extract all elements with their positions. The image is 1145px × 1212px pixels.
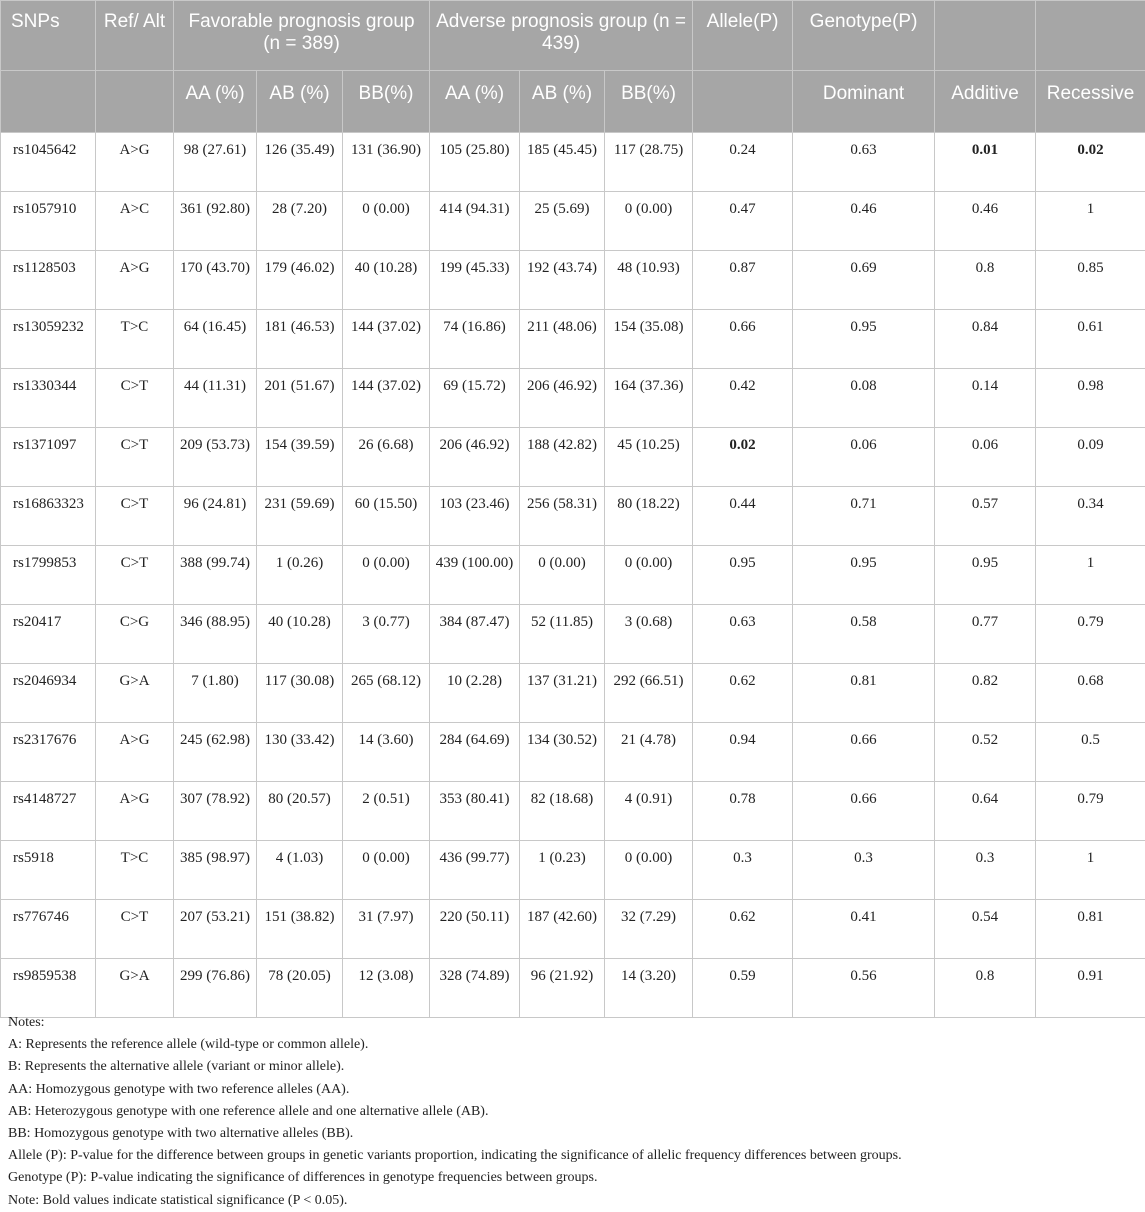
notes-heading: Notes: xyxy=(8,1012,1138,1034)
cell-allele: 0.02 xyxy=(693,428,793,487)
cell-additive: 0.8 xyxy=(935,251,1036,310)
cell-fav-aa: 170 (43.70) xyxy=(174,251,257,310)
cell-snp: rs1128503 xyxy=(1,251,96,310)
cell-fav-ab: 126 (35.49) xyxy=(257,133,343,192)
note-line: Note: Bold values indicate statistical significance (P < 0.05). xyxy=(8,1190,1138,1212)
cell-dominant: 0.66 xyxy=(793,782,935,841)
cell-additive: 0.54 xyxy=(935,900,1036,959)
cell-adv-ab: 211 (48.06) xyxy=(520,310,605,369)
header-fav-ab: AB (%) xyxy=(257,71,343,133)
cell-additive: 0.95 xyxy=(935,546,1036,605)
cell-allele: 0.87 xyxy=(693,251,793,310)
cell-snp: rs20417 xyxy=(1,605,96,664)
cell-dominant: 0.41 xyxy=(793,900,935,959)
cell-fav-bb: 0 (0.00) xyxy=(343,192,430,251)
cell-adv-aa: 353 (80.41) xyxy=(430,782,520,841)
cell-fav-aa: 207 (53.21) xyxy=(174,900,257,959)
cell-fav-aa: 44 (11.31) xyxy=(174,369,257,428)
cell-fav-aa: 98 (27.61) xyxy=(174,133,257,192)
cell-dominant: 0.56 xyxy=(793,959,935,1018)
cell-fav-aa: 209 (53.73) xyxy=(174,428,257,487)
cell-fav-ab: 231 (59.69) xyxy=(257,487,343,546)
cell-adv-bb: 164 (37.36) xyxy=(605,369,693,428)
cell-recessive: 0.85 xyxy=(1036,251,1145,310)
header-fav-aa: AA (%) xyxy=(174,71,257,133)
cell-adv-bb: 48 (10.93) xyxy=(605,251,693,310)
header-fav-bb: BB(%) xyxy=(343,71,430,133)
cell-allele: 0.47 xyxy=(693,192,793,251)
cell-allele: 0.44 xyxy=(693,487,793,546)
cell-dominant: 0.95 xyxy=(793,546,935,605)
cell-additive: 0.77 xyxy=(935,605,1036,664)
cell-fav-bb: 40 (10.28) xyxy=(343,251,430,310)
header-genotype: Genotype(P) xyxy=(793,1,935,71)
header-additive: Additive xyxy=(935,71,1036,133)
cell-fav-aa: 346 (88.95) xyxy=(174,605,257,664)
header-blank-3 xyxy=(1,71,96,133)
header-snps: SNPs xyxy=(1,1,96,71)
cell-adv-aa: 414 (94.31) xyxy=(430,192,520,251)
cell-fav-ab: 201 (51.67) xyxy=(257,369,343,428)
cell-additive: 0.84 xyxy=(935,310,1036,369)
cell-snp: rs1371097 xyxy=(1,428,96,487)
cell-adv-aa: 69 (15.72) xyxy=(430,369,520,428)
table-row xyxy=(1,841,1145,900)
cell-recessive: 0.68 xyxy=(1036,664,1145,723)
header-blank-1 xyxy=(935,1,1036,71)
cell-allele: 0.24 xyxy=(693,133,793,192)
cell-dominant: 0.63 xyxy=(793,133,935,192)
cell-allele: 0.62 xyxy=(693,900,793,959)
cell-fav-aa: 361 (92.80) xyxy=(174,192,257,251)
cell-ref: C>T xyxy=(96,900,174,959)
cell-adv-aa: 105 (25.80) xyxy=(430,133,520,192)
cell-recessive: 0.98 xyxy=(1036,369,1145,428)
cell-additive: 0.06 xyxy=(935,428,1036,487)
cell-additive: 0.64 xyxy=(935,782,1036,841)
cell-adv-aa: 74 (16.86) xyxy=(430,310,520,369)
cell-fav-ab: 4 (1.03) xyxy=(257,841,343,900)
cell-recessive: 0.81 xyxy=(1036,900,1145,959)
cell-adv-aa: 199 (45.33) xyxy=(430,251,520,310)
cell-adv-bb: 3 (0.68) xyxy=(605,605,693,664)
table-row xyxy=(1,487,1145,546)
cell-fav-bb: 2 (0.51) xyxy=(343,782,430,841)
cell-adv-aa: 206 (46.92) xyxy=(430,428,520,487)
cell-adv-ab: 256 (58.31) xyxy=(520,487,605,546)
cell-snp: rs5918 xyxy=(1,841,96,900)
note-line: B: Represents the alternative allele (variant or minor allele). xyxy=(8,1056,1138,1078)
cell-allele: 0.63 xyxy=(693,605,793,664)
header-blank-4 xyxy=(96,71,174,133)
cell-dominant: 0.58 xyxy=(793,605,935,664)
cell-adv-bb: 0 (0.00) xyxy=(605,841,693,900)
cell-adv-bb: 117 (28.75) xyxy=(605,133,693,192)
cell-adv-ab: 82 (18.68) xyxy=(520,782,605,841)
cell-adv-bb: 0 (0.00) xyxy=(605,546,693,605)
header-adverse-group: Adverse prognosis group (n = 439) xyxy=(430,1,693,71)
cell-fav-bb: 12 (3.08) xyxy=(343,959,430,1018)
cell-adv-bb: 45 (10.25) xyxy=(605,428,693,487)
cell-fav-ab: 28 (7.20) xyxy=(257,192,343,251)
table-row xyxy=(1,310,1145,369)
cell-recessive: 0.91 xyxy=(1036,959,1145,1018)
table-row xyxy=(1,369,1145,428)
cell-adv-aa: 384 (87.47) xyxy=(430,605,520,664)
header-dominant: Dominant xyxy=(793,71,935,133)
cell-allele: 0.3 xyxy=(693,841,793,900)
cell-ref: T>C xyxy=(96,841,174,900)
cell-adv-bb: 80 (18.22) xyxy=(605,487,693,546)
table-row xyxy=(1,664,1145,723)
cell-fav-bb: 0 (0.00) xyxy=(343,841,430,900)
cell-fav-aa: 245 (62.98) xyxy=(174,723,257,782)
cell-dominant: 0.81 xyxy=(793,664,935,723)
cell-snp: rs1045642 xyxy=(1,133,96,192)
cell-snp: rs16863323 xyxy=(1,487,96,546)
table-row xyxy=(1,192,1145,251)
cell-fav-ab: 117 (30.08) xyxy=(257,664,343,723)
table-row xyxy=(1,546,1145,605)
cell-adv-aa: 284 (64.69) xyxy=(430,723,520,782)
cell-ref: C>T xyxy=(96,487,174,546)
cell-fav-ab: 181 (46.53) xyxy=(257,310,343,369)
cell-recessive: 0.5 xyxy=(1036,723,1145,782)
header-adv-aa: AA (%) xyxy=(430,71,520,133)
cell-ref: C>T xyxy=(96,369,174,428)
table-row xyxy=(1,605,1145,664)
cell-allele: 0.42 xyxy=(693,369,793,428)
table-row xyxy=(1,723,1145,782)
header-adv-ab: AB (%) xyxy=(520,71,605,133)
table-row xyxy=(1,251,1145,310)
cell-recessive: 0.79 xyxy=(1036,782,1145,841)
cell-additive: 0.01 xyxy=(935,133,1036,192)
cell-ref: C>T xyxy=(96,428,174,487)
cell-snp: rs13059232 xyxy=(1,310,96,369)
cell-fav-aa: 64 (16.45) xyxy=(174,310,257,369)
cell-ref: T>C xyxy=(96,310,174,369)
cell-adv-bb: 14 (3.20) xyxy=(605,959,693,1018)
cell-additive: 0.14 xyxy=(935,369,1036,428)
cell-adv-ab: 192 (43.74) xyxy=(520,251,605,310)
cell-recessive: 0.61 xyxy=(1036,310,1145,369)
cell-dominant: 0.69 xyxy=(793,251,935,310)
cell-ref: C>G xyxy=(96,605,174,664)
cell-snp: rs1057910 xyxy=(1,192,96,251)
cell-additive: 0.8 xyxy=(935,959,1036,1018)
cell-allele: 0.62 xyxy=(693,664,793,723)
cell-ref: A>G xyxy=(96,723,174,782)
cell-snp: rs776746 xyxy=(1,900,96,959)
cell-snp: rs1330344 xyxy=(1,369,96,428)
cell-adv-ab: 134 (30.52) xyxy=(520,723,605,782)
cell-recessive: 0.09 xyxy=(1036,428,1145,487)
cell-additive: 0.52 xyxy=(935,723,1036,782)
cell-fav-aa: 385 (98.97) xyxy=(174,841,257,900)
cell-adv-bb: 4 (0.91) xyxy=(605,782,693,841)
cell-allele: 0.59 xyxy=(693,959,793,1018)
cell-snp: rs4148727 xyxy=(1,782,96,841)
cell-additive: 0.57 xyxy=(935,487,1036,546)
cell-fav-bb: 144 (37.02) xyxy=(343,310,430,369)
cell-fav-ab: 154 (39.59) xyxy=(257,428,343,487)
cell-fav-ab: 179 (46.02) xyxy=(257,251,343,310)
cell-adv-ab: 96 (21.92) xyxy=(520,959,605,1018)
cell-ref: G>A xyxy=(96,664,174,723)
cell-additive: 0.3 xyxy=(935,841,1036,900)
cell-adv-aa: 10 (2.28) xyxy=(430,664,520,723)
cell-adv-aa: 328 (74.89) xyxy=(430,959,520,1018)
cell-recessive: 1 xyxy=(1036,192,1145,251)
cell-ref: A>G xyxy=(96,782,174,841)
note-line: AB: Heterozygous genotype with one reference allele and one alternative allele (AB). xyxy=(8,1101,1138,1123)
cell-dominant: 0.06 xyxy=(793,428,935,487)
cell-adv-aa: 439 (100.00) xyxy=(430,546,520,605)
note-line: A: Represents the reference allele (wild-type or common allele). xyxy=(8,1034,1138,1056)
note-line: Genotype (P): P-value indicating the significance of differences in genotype frequencies between groups. xyxy=(8,1167,1138,1189)
cell-ref: C>T xyxy=(96,546,174,605)
cell-fav-bb: 60 (15.50) xyxy=(343,487,430,546)
cell-adv-bb: 154 (35.08) xyxy=(605,310,693,369)
cell-fav-bb: 26 (6.68) xyxy=(343,428,430,487)
header-ref-alt: Ref/ Alt xyxy=(96,1,174,71)
cell-ref: A>G xyxy=(96,251,174,310)
cell-fav-ab: 1 (0.26) xyxy=(257,546,343,605)
cell-dominant: 0.95 xyxy=(793,310,935,369)
cell-adv-ab: 25 (5.69) xyxy=(520,192,605,251)
cell-adv-ab: 187 (42.60) xyxy=(520,900,605,959)
cell-fav-ab: 78 (20.05) xyxy=(257,959,343,1018)
cell-ref: A>G xyxy=(96,133,174,192)
cell-recessive: 1 xyxy=(1036,841,1145,900)
cell-fav-bb: 144 (37.02) xyxy=(343,369,430,428)
cell-adv-bb: 21 (4.78) xyxy=(605,723,693,782)
cell-additive: 0.46 xyxy=(935,192,1036,251)
cell-adv-ab: 1 (0.23) xyxy=(520,841,605,900)
cell-fav-bb: 14 (3.60) xyxy=(343,723,430,782)
header-blank-2 xyxy=(1036,1,1145,71)
cell-recessive: 0.34 xyxy=(1036,487,1145,546)
cell-snp: rs2046934 xyxy=(1,664,96,723)
cell-fav-bb: 0 (0.00) xyxy=(343,546,430,605)
cell-recessive: 0.79 xyxy=(1036,605,1145,664)
cell-dominant: 0.71 xyxy=(793,487,935,546)
cell-adv-ab: 0 (0.00) xyxy=(520,546,605,605)
cell-adv-bb: 32 (7.29) xyxy=(605,900,693,959)
cell-adv-aa: 436 (99.77) xyxy=(430,841,520,900)
cell-fav-ab: 40 (10.28) xyxy=(257,605,343,664)
cell-adv-aa: 103 (23.46) xyxy=(430,487,520,546)
cell-recessive: 0.02 xyxy=(1036,133,1145,192)
cell-adv-bb: 0 (0.00) xyxy=(605,192,693,251)
table-row xyxy=(1,959,1145,1018)
cell-adv-aa: 220 (50.11) xyxy=(430,900,520,959)
header-adv-bb: BB(%) xyxy=(605,71,693,133)
cell-fav-bb: 31 (7.97) xyxy=(343,900,430,959)
header-favorable-group: Favorable prognosis group (n = 389) xyxy=(174,1,430,71)
header-allele: Allele(P) xyxy=(693,1,793,71)
note-line: AA: Homozygous genotype with two reference alleles (AA). xyxy=(8,1079,1138,1101)
cell-allele: 0.95 xyxy=(693,546,793,605)
cell-fav-ab: 80 (20.57) xyxy=(257,782,343,841)
cell-dominant: 0.3 xyxy=(793,841,935,900)
cell-fav-aa: 307 (78.92) xyxy=(174,782,257,841)
table-row xyxy=(1,782,1145,841)
table-row xyxy=(1,428,1145,487)
cell-fav-bb: 131 (36.90) xyxy=(343,133,430,192)
cell-allele: 0.94 xyxy=(693,723,793,782)
cell-fav-aa: 96 (24.81) xyxy=(174,487,257,546)
cell-fav-aa: 7 (1.80) xyxy=(174,664,257,723)
cell-snp: rs2317676 xyxy=(1,723,96,782)
cell-fav-ab: 151 (38.82) xyxy=(257,900,343,959)
cell-ref: G>A xyxy=(96,959,174,1018)
cell-dominant: 0.66 xyxy=(793,723,935,782)
cell-fav-ab: 130 (33.42) xyxy=(257,723,343,782)
cell-snp: rs1799853 xyxy=(1,546,96,605)
note-line: Allele (P): P-value for the difference between groups in genetic variants proportion, indicating the significance of allelic frequency differences between groups. xyxy=(8,1145,1138,1167)
table-notes xyxy=(8,1012,1138,1212)
cell-recessive: 1 xyxy=(1036,546,1145,605)
cell-fav-bb: 265 (68.12) xyxy=(343,664,430,723)
header-recessive: Recessive xyxy=(1036,71,1145,133)
cell-adv-ab: 185 (45.45) xyxy=(520,133,605,192)
cell-fav-bb: 3 (0.77) xyxy=(343,605,430,664)
table-row xyxy=(1,133,1145,192)
cell-adv-ab: 206 (46.92) xyxy=(520,369,605,428)
cell-additive: 0.82 xyxy=(935,664,1036,723)
header-blank-5 xyxy=(693,71,793,133)
table-row xyxy=(1,900,1145,959)
cell-adv-ab: 188 (42.82) xyxy=(520,428,605,487)
cell-fav-aa: 299 (76.86) xyxy=(174,959,257,1018)
cell-dominant: 0.08 xyxy=(793,369,935,428)
cell-adv-ab: 52 (11.85) xyxy=(520,605,605,664)
cell-adv-ab: 137 (31.21) xyxy=(520,664,605,723)
cell-fav-aa: 388 (99.74) xyxy=(174,546,257,605)
cell-snp: rs9859538 xyxy=(1,959,96,1018)
cell-allele: 0.78 xyxy=(693,782,793,841)
cell-dominant: 0.46 xyxy=(793,192,935,251)
cell-ref: A>C xyxy=(96,192,174,251)
cell-adv-bb: 292 (66.51) xyxy=(605,664,693,723)
cell-allele: 0.66 xyxy=(693,310,793,369)
note-line: BB: Homozygous genotype with two alternative alleles (BB). xyxy=(8,1123,1138,1145)
